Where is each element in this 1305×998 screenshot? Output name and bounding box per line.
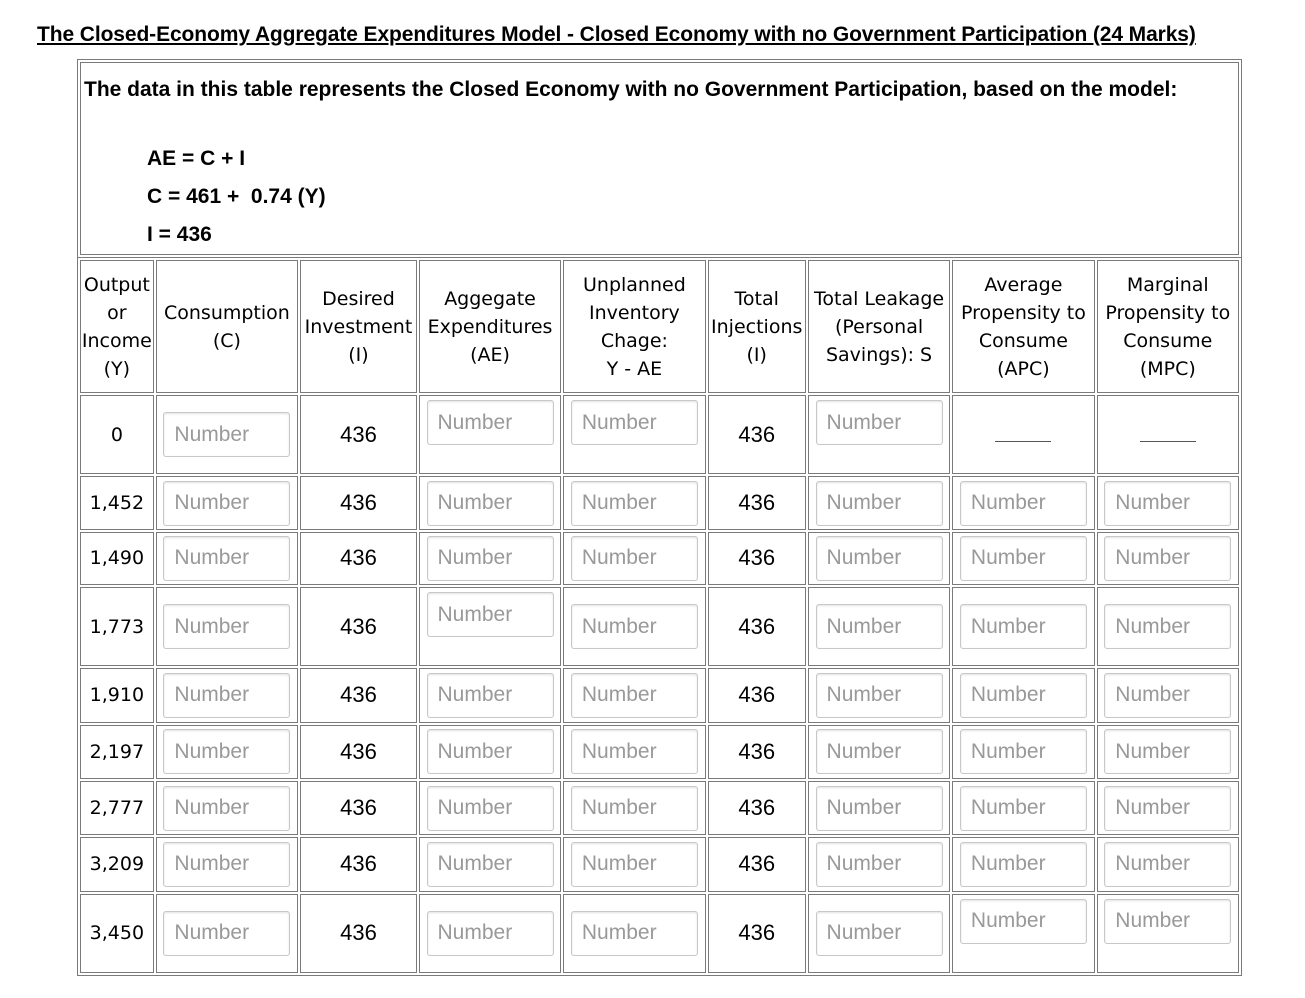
- equation-ae: AE = C + I: [147, 147, 246, 170]
- header-mpc: Marginal Propensity to Consume (MPC): [1097, 260, 1239, 393]
- mpc-cell: [1097, 668, 1239, 722]
- apc-input[interactable]: [960, 604, 1087, 649]
- equation-investment: I = 436: [147, 223, 212, 246]
- ae-cell: [419, 476, 561, 529]
- mpc-input[interactable]: [1104, 536, 1231, 581]
- unplanned-cell: [563, 837, 705, 891]
- mpc-input[interactable]: [1104, 673, 1231, 718]
- apc-cell: [952, 668, 1094, 722]
- consumption-input[interactable]: [163, 842, 290, 887]
- leakage-input[interactable]: [816, 729, 943, 774]
- investment-cell: 436: [300, 725, 417, 779]
- mpc-input[interactable]: [1104, 842, 1231, 887]
- table-row: [80, 395, 1239, 474]
- leakage-cell: [808, 476, 950, 529]
- header-total-injections: Total Injections (I): [708, 260, 806, 393]
- unplanned-input[interactable]: [571, 911, 698, 956]
- injections-cell: 436: [708, 395, 806, 474]
- output-cell: 1,452: [80, 476, 154, 529]
- investment-cell: 436: [300, 532, 417, 585]
- injections-cell: 436: [708, 668, 806, 722]
- injections-cell: 436: [708, 587, 806, 666]
- ae-input[interactable]: [427, 400, 554, 445]
- table-row: [80, 781, 1239, 835]
- investment-cell: 436: [300, 781, 417, 835]
- consumption-cell: [156, 725, 298, 779]
- output-cell: 3,450: [80, 894, 154, 973]
- apc-blank: [995, 441, 1051, 442]
- mpc-input[interactable]: [1104, 481, 1231, 526]
- leakage-input[interactable]: [816, 536, 943, 581]
- consumption-input[interactable]: [163, 786, 290, 831]
- unplanned-cell: [563, 894, 705, 973]
- leakage-cell: [808, 668, 950, 722]
- output-cell: 2,777: [80, 781, 154, 835]
- model-box: [77, 59, 1242, 258]
- apc-input[interactable]: [960, 481, 1087, 526]
- leakage-input[interactable]: [816, 911, 943, 956]
- leakage-input[interactable]: [816, 604, 943, 649]
- consumption-input[interactable]: [163, 911, 290, 956]
- injections-cell: 436: [708, 476, 806, 529]
- leakage-input[interactable]: [816, 842, 943, 887]
- ae-cell: [419, 395, 561, 474]
- consumption-input[interactable]: [163, 604, 290, 649]
- mpc-cell: [1097, 837, 1239, 891]
- consumption-cell: [156, 476, 298, 529]
- output-cell: 1,490: [80, 532, 154, 585]
- output-cell: 1,910: [80, 668, 154, 722]
- leakage-cell: [808, 725, 950, 779]
- apc-input[interactable]: [960, 786, 1087, 831]
- table-row: [80, 894, 1239, 973]
- leakage-cell: [808, 837, 950, 891]
- consumption-input[interactable]: [163, 729, 290, 774]
- leakage-cell: [808, 587, 950, 666]
- mpc-cell: [1097, 894, 1239, 973]
- consumption-cell: [156, 837, 298, 891]
- apc-cell: [952, 476, 1094, 529]
- output-cell: 0: [80, 395, 154, 474]
- consumption-cell: [156, 894, 298, 973]
- unplanned-cell: [563, 725, 705, 779]
- unplanned-input[interactable]: [571, 673, 698, 718]
- page-title: The Closed-Economy Aggregate Expenditures Model - Closed Economy with no Government Participation (24 Marks): [37, 23, 1196, 46]
- unplanned-cell: [563, 781, 705, 835]
- table-row: [80, 837, 1239, 891]
- header-aggregate-expenditures: Aggegate Expenditures (AE): [419, 260, 561, 393]
- apc-cell: [952, 532, 1094, 585]
- mpc-cell: [1097, 476, 1239, 529]
- mpc-cell: [1097, 781, 1239, 835]
- injections-cell: 436: [708, 532, 806, 585]
- ae-cell: [419, 837, 561, 891]
- leakage-cell: [808, 781, 950, 835]
- ae-input[interactable]: [427, 673, 554, 718]
- consumption-input[interactable]: [163, 412, 290, 457]
- header-unplanned-inventory: Unplanned Inventory Chage: Y - AE: [563, 260, 705, 393]
- apc-cell: [952, 587, 1094, 666]
- consumption-input[interactable]: [163, 673, 290, 718]
- table-row: [80, 532, 1239, 585]
- apc-cell: [952, 837, 1094, 891]
- injections-cell: 436: [708, 894, 806, 973]
- leakage-input[interactable]: [816, 400, 943, 445]
- consumption-input[interactable]: [163, 536, 290, 581]
- mpc-input[interactable]: [1104, 786, 1231, 831]
- ae-cell: [419, 781, 561, 835]
- apc-input[interactable]: [960, 673, 1087, 718]
- consumption-cell: [156, 781, 298, 835]
- apc-cell: [952, 894, 1094, 973]
- ae-cell: [419, 532, 561, 585]
- output-cell: 3,209: [80, 837, 154, 891]
- header-output: Output or Income (Y): [80, 260, 154, 393]
- expenditures-table: [77, 257, 1242, 976]
- leakage-input[interactable]: [816, 481, 943, 526]
- investment-cell: 436: [300, 668, 417, 722]
- leakage-cell: [808, 894, 950, 973]
- consumption-cell: [156, 395, 298, 474]
- consumption-cell: [156, 587, 298, 666]
- apc-cell: [952, 395, 1094, 474]
- apc-cell: [952, 725, 1094, 779]
- mpc-blank: [1140, 441, 1196, 442]
- apc-input[interactable]: [960, 899, 1087, 944]
- unplanned-cell: [563, 395, 705, 474]
- unplanned-cell: [563, 587, 705, 666]
- header-row: [80, 260, 1239, 393]
- ae-cell: [419, 587, 561, 666]
- unplanned-cell: [563, 668, 705, 722]
- equation-consumption: C = 461 + 0.74 (Y): [147, 185, 326, 208]
- investment-cell: 436: [300, 476, 417, 529]
- mpc-input[interactable]: [1104, 604, 1231, 649]
- investment-cell: 436: [300, 395, 417, 474]
- mpc-input[interactable]: [1104, 899, 1231, 944]
- model-description: The data in this table represents the Closed Economy with no Government Participation, based on the model:: [84, 78, 1178, 101]
- ae-input[interactable]: [427, 481, 554, 526]
- injections-cell: 436: [708, 725, 806, 779]
- header-investment: Desired Investment (I): [300, 260, 417, 393]
- header-apc: Average Propensity to Consume (APC): [952, 260, 1094, 393]
- unplanned-input[interactable]: [571, 481, 698, 526]
- output-cell: 2,197: [80, 725, 154, 779]
- table-row: [80, 725, 1239, 779]
- mpc-input[interactable]: [1104, 729, 1231, 774]
- consumption-input[interactable]: [163, 481, 290, 526]
- injections-cell: 436: [708, 781, 806, 835]
- consumption-cell: [156, 668, 298, 722]
- ae-input[interactable]: [427, 536, 554, 581]
- mpc-cell: [1097, 532, 1239, 585]
- ae-cell: [419, 725, 561, 779]
- unplanned-input[interactable]: [571, 536, 698, 581]
- mpc-cell: [1097, 587, 1239, 666]
- investment-cell: 436: [300, 837, 417, 891]
- ae-input[interactable]: [427, 842, 554, 887]
- mpc-cell: [1097, 395, 1239, 474]
- apc-input[interactable]: [960, 536, 1087, 581]
- unplanned-cell: [563, 476, 705, 529]
- model-box-inner: [80, 62, 1239, 255]
- output-cell: 1,773: [80, 587, 154, 666]
- ae-cell: [419, 668, 561, 722]
- unplanned-input[interactable]: [571, 786, 698, 831]
- header-consumption: Consumption (C): [156, 260, 298, 393]
- ae-input[interactable]: [427, 911, 554, 956]
- unplanned-cell: [563, 532, 705, 585]
- unplanned-input[interactable]: [571, 729, 698, 774]
- investment-cell: 436: [300, 587, 417, 666]
- mpc-cell: [1097, 725, 1239, 779]
- unplanned-input[interactable]: [571, 400, 698, 445]
- leakage-input[interactable]: [816, 673, 943, 718]
- table-row: [80, 587, 1239, 666]
- apc-input[interactable]: [960, 842, 1087, 887]
- consumption-cell: [156, 532, 298, 585]
- unplanned-input[interactable]: [571, 604, 698, 649]
- unplanned-input[interactable]: [571, 842, 698, 887]
- investment-cell: 436: [300, 894, 417, 973]
- ae-input[interactable]: [427, 786, 554, 831]
- apc-cell: [952, 781, 1094, 835]
- header-total-leakage: Total Leakage (Personal Savings): S: [808, 260, 950, 393]
- ae-input[interactable]: [427, 729, 554, 774]
- injections-cell: 436: [708, 837, 806, 891]
- leakage-cell: [808, 532, 950, 585]
- table-row: [80, 476, 1239, 529]
- table-row: [80, 668, 1239, 722]
- apc-input[interactable]: [960, 729, 1087, 774]
- leakage-input[interactable]: [816, 786, 943, 831]
- leakage-cell: [808, 395, 950, 474]
- ae-input[interactable]: [427, 592, 554, 637]
- ae-cell: [419, 894, 561, 973]
